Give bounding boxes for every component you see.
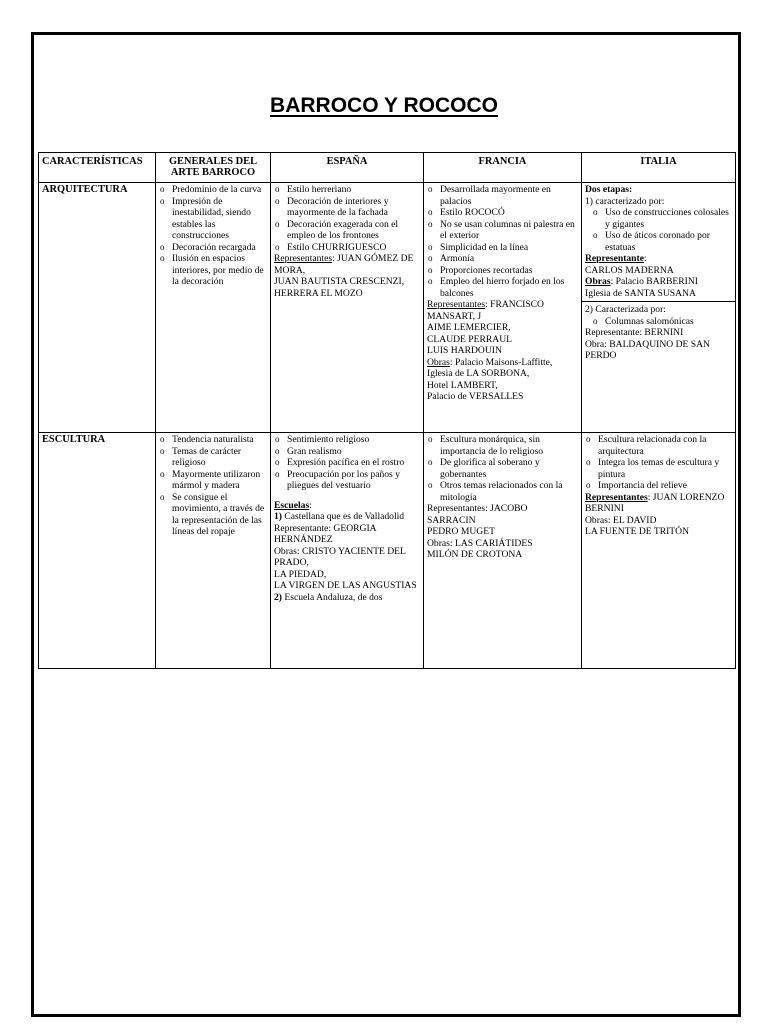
list-item: o No se usan columnas ni palestra en el exterior [427,219,578,242]
representantes-line: Representantes: JUAN GÓMEZ DE MORA, [274,253,414,276]
header-generales: GENERALES DEL ARTE BARROCO [156,153,271,183]
representante-line: Representante: BERNINI [585,327,684,338]
list-item: o Otros temas relacionados con la mitología [427,480,578,503]
representante-name: AIME LEMERCIER, [427,322,511,333]
representantes-line: Representantes: JACOBO SARRACIN [427,503,528,526]
representante-name: CARLOS MADERNA [585,264,674,276]
list-item: o Estilo CHURRIGUESCO [274,242,420,254]
representante-line: Representante: [585,253,647,264]
arquitectura-generales-cell [156,183,271,433]
list-item: o Escultura relacionada con la arquitectura [585,434,732,457]
etapa-2-heading: 2) Caracterizada por: [585,304,666,315]
list-item: o Preocupación por los paños y pliegues del vestuario [274,469,420,492]
list-item: o Desarrollada mayormente en palacios [427,184,578,207]
list-item: o Expresión pacífica en el rostro [274,457,420,469]
representantes-line: Representantes: JUAN LORENZO BERNINI [585,491,725,514]
list-item: o Temas de carácter religioso [159,446,267,469]
list-item: o Armonía [427,253,578,265]
list-item: o Empleo del hierro forjado en los balcones [427,276,578,299]
obra-name: LA VIRGEN DE LAS ANGUSTIAS [274,580,417,591]
list-item: o Escultura monárquica, sin importancia de lo religioso [427,434,578,457]
representantes-line: Representantes: FRANCISCO MANSART, J [427,299,544,322]
representante-line: Representante: GEORGIA HERNÁNDEZ [274,522,377,545]
obras-line: Obras: Palacio Maisons-Laffitte, [427,356,553,368]
row-label-escultura: ESCULTURA [39,433,156,669]
list-item: o Uso de construcciones colosales y gigantes [592,207,732,230]
header-row [39,153,736,183]
escultura-italia-cell [582,433,736,669]
comparison-table [38,152,736,669]
representante-name: LUIS HARDOUIN [427,345,502,356]
list-item: o Estilo ROCOCÓ [427,207,578,219]
document-title: BARROCO Y ROCOCO [270,94,498,117]
obra-name: Hotel LAMBERT, [427,379,498,391]
escuelas-heading: Escuelas: [274,499,312,511]
list-item: o Columnas salomónicas [592,316,732,328]
list-item: o Impresión de inestabilidad, siendo estables las construcciones [159,196,267,242]
header-francia: FRANCIA [424,153,582,183]
row-arquitectura [39,183,736,433]
cell-divider [582,301,735,302]
arquitectura-espana-cell [271,183,424,433]
obra-name: Iglesia de SANTA SUSANA [585,287,696,299]
obra-name: MILÓN DE CROTONA [427,549,523,560]
arquitectura-francia-cell [424,183,582,433]
etapa-1-heading: 1) caracterizado por: [585,195,665,207]
list-item: o Uso de áticos coronado por estatuas [592,230,732,253]
representante-name: PEDRO MUGET [427,526,495,537]
list-item: o Predominio de la curva [159,184,267,196]
list-item: o Decoración de interiores y mayormente de la fachada [274,196,420,219]
list-item: o Ilusión en espacios interiores, por medio de la decoración [159,253,267,288]
list-item: o De glorifica al soberano y gobernantes [427,457,578,480]
list-item: o Tendencia naturalista [159,434,267,446]
obra-name: LA FUENTE DE TRITÓN [585,526,690,537]
obra-name: Palacio de VERSALLES [427,391,524,402]
obra-line: Obra: BALDAQUINO DE SAN PERDO [585,338,710,361]
list-item: o Decoración recargada [159,242,267,254]
list-item: o Importancia del relieve [585,480,732,492]
obras-line: Obras: CRISTO YACIENTE DEL PRADO, [274,545,406,568]
obras-line: Obras: EL DAVID [585,514,657,526]
list-item: o Integra los temas de escultura y pintura [585,457,732,480]
escuela-2: 2) Escuela Andaluza, de dos [274,591,383,603]
arquitectura-italia-cell [582,183,736,433]
escultura-espana-cell [271,433,424,669]
list-item: o Sentimiento religioso [274,434,420,446]
row-escultura [39,433,736,669]
escultura-francia-cell [424,433,582,669]
etapas-heading: Dos etapas: [585,184,633,195]
obra-name: Iglesia de LA SORBONA, [427,368,530,379]
representante-name: CLAUDE PERRAUL [427,333,513,345]
list-item: o Decoración exagerada con el empleo de los frontones [274,219,420,242]
obras-line: Obras: LAS CARIÁTIDES [427,537,533,549]
header-italia: ITALIA [582,153,736,183]
list-item: o Se consigue el movimiento, a través de la representación de las líneas del ropaje [159,492,267,538]
header-caracteristicas: CARACTERÍSTICAS [39,153,156,183]
list-item: o Mayormente utilizaron mármol y madera [159,469,267,492]
spacer [274,492,420,500]
representante-name: JUAN BAUTISTA CRESCENZI, [274,276,405,287]
escuela-1: 1) Castellana que es de Valladolid [274,511,405,522]
representante-name: HERRERA EL MOZO [274,287,363,299]
obras-line: Obras: Palacio BARBERINI [585,276,698,287]
list-item: o Simplicidad en la línea [427,242,578,254]
obra-name: LA PIEDAD, [274,568,327,580]
header-espana: ESPAÑA [271,153,424,183]
list-item: o Proporciones recortadas [427,265,578,277]
list-item: o Estilo herreriano [274,184,420,196]
escultura-generales-cell [156,433,271,669]
list-item: o Gran realismo [274,446,420,458]
row-label-arquitectura: ARQUITECTURA [39,183,156,433]
